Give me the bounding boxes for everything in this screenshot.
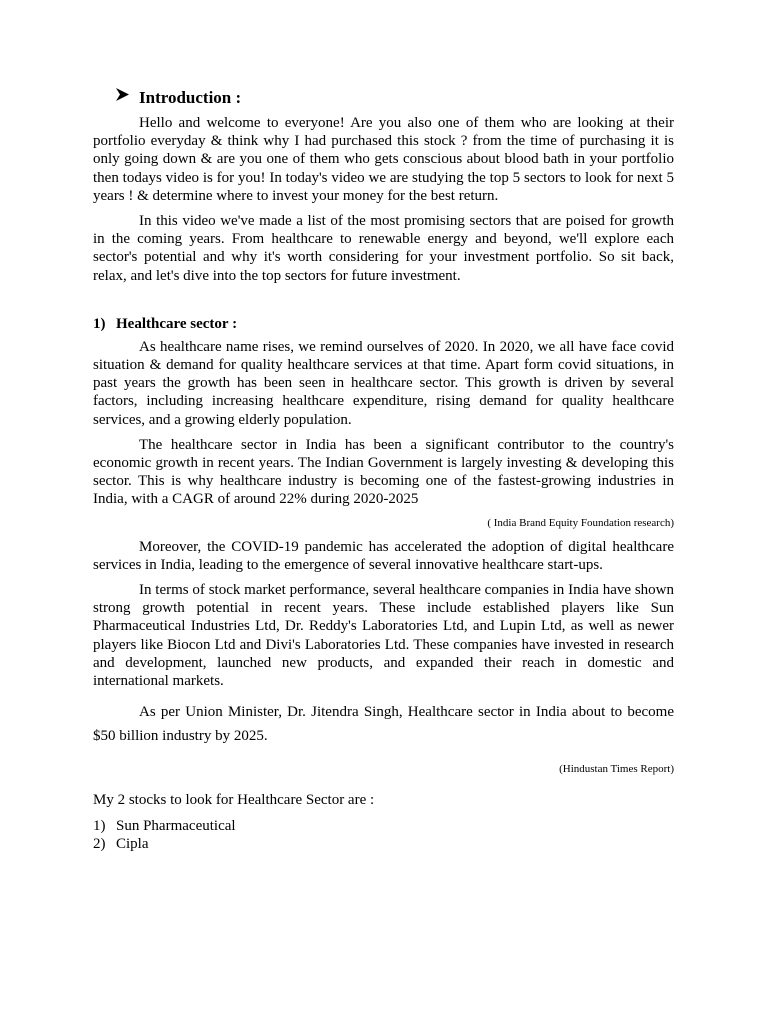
document-page bbox=[93, 86, 674, 853]
stocks-list bbox=[93, 817, 674, 853]
intro-paragraph-1: Hello and welcome to everyone! Are you also one of them who are looking at their portfolio everyday & think why I had purchased this stock ? from the time of purchasing it is only going down & are you one of them who gets conscious about blood bath in your portfolio then todays video is for you! In today's video we are studying the top 5 sectors to look for next 5 years ! & determine where to invest your money for the best return. bbox=[93, 115, 674, 204]
intro-paragraph-2: In this video we've made a list of the most promising sectors that are poised for growth in the coming years. From healthcare to renewable energy and beyond, we'll explore each sector's potential and why it's worth considering for your investment portfolio. So sit back, relax, and let's dive into the top sectors for future investment. bbox=[93, 213, 674, 284]
citation-hindustan-times: (Hindustan Times Report) bbox=[559, 763, 674, 776]
list-item-label: Cipla bbox=[116, 836, 149, 853]
list-item-number: 1) bbox=[93, 818, 106, 835]
healthcare-paragraph-2: The healthcare sector in India has been a significant contributor to the country's economic growth in recent years. The Indian Government is largely investing & developing this sector. This is why healthcare industry is becoming one of the fastest-growing industries in India, with a CAGR of around 22% during 2020-2025 bbox=[93, 436, 674, 508]
minister-paragraph: As per Union Minister, Dr. Jitendra Singh, Healthcare sector in India about to become $50 billion industry by 2025. bbox=[93, 704, 674, 745]
citation-ibef: ( India Brand Equity Foundation research) bbox=[487, 516, 674, 529]
healthcare-paragraph-1: As healthcare name rises, we remind ourselves of 2020. In 2020, we all have face covid situation & demand for quality healthcare services at that time. Apart form covid situations, in past years the growth has been seen in healthcare sector. This growth is driven by several factors, including increasing healthcare expenditure, rising demand for quality healthcare services, and a growing elderly population. bbox=[93, 338, 674, 428]
list-item-number: 2) bbox=[93, 836, 106, 853]
section-number: 1) bbox=[93, 315, 106, 332]
healthcare-section-heading bbox=[93, 315, 674, 333]
list-item bbox=[93, 817, 674, 835]
section-title: Healthcare sector : bbox=[116, 315, 238, 332]
introduction-heading bbox=[115, 86, 674, 110]
healthcare-paragraph-3: Moreover, the COVID-19 pandemic has accelerated the adoption of digital healthcare services in India, leading to the emergence of several innovative healthcare start-ups. bbox=[93, 538, 674, 573]
introduction-heading-text: Introduction : bbox=[139, 88, 242, 107]
healthcare-paragraph-4: In terms of stock market performance, several healthcare companies in India have shown strong growth potential in recent years. These include established players like Sun Pharmaceutical Industries Ltd, Dr. Reddy's Laboratories Ltd, and Lupin Ltd, as well as newer players like Biocon Ltd and Divi's Laboratories Ltd. These companies have invested in research and development, launched new products, and expanded their reach in domestic and international markets. bbox=[93, 582, 674, 690]
stocks-intro: My 2 stocks to look for Healthcare Sector are : bbox=[93, 792, 375, 809]
list-item bbox=[93, 835, 674, 853]
list-item-label: Sun Pharmaceutical bbox=[116, 818, 236, 835]
arrowhead-bullet-icon bbox=[115, 86, 131, 110]
